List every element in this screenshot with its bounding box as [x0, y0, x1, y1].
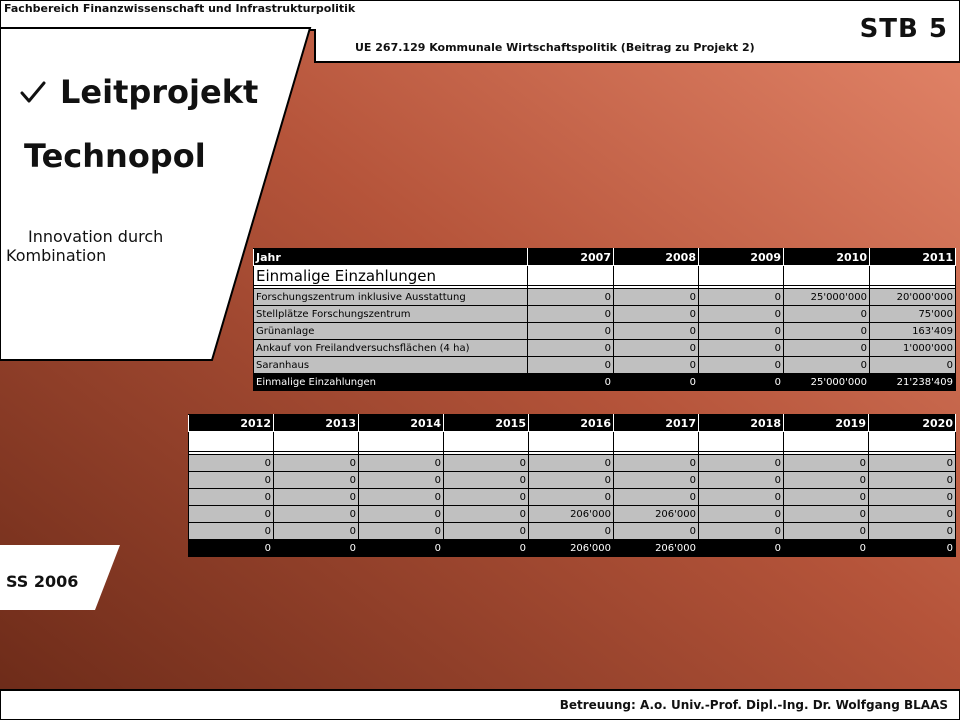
total-cell: 0	[614, 374, 699, 391]
value-cell: 0	[614, 323, 699, 340]
value-cell: 0	[699, 455, 784, 472]
value-cell: 0	[528, 323, 614, 340]
year-header: 2009	[699, 249, 784, 266]
table-row	[254, 306, 956, 323]
value-cell: 206'000	[529, 506, 614, 523]
value-cell: 0	[614, 306, 699, 323]
total-cell: 21'238'409	[870, 374, 956, 391]
value-cell: 0	[274, 523, 359, 540]
value-cell: 0	[274, 455, 359, 472]
value-cell: 0	[274, 506, 359, 523]
row-label: Grünanlage	[254, 323, 528, 340]
table-row	[254, 323, 956, 340]
value-cell: 25'000'000	[784, 289, 870, 306]
value-cell: 1'000'000	[870, 340, 956, 357]
empty-cell	[444, 432, 529, 452]
value-cell: 0	[189, 506, 274, 523]
value-cell: 0	[529, 523, 614, 540]
value-cell: 0	[528, 289, 614, 306]
total-cell: 206'000	[529, 540, 614, 557]
row-label: Ankauf von Freilandversuchsflächen (4 ha)	[254, 340, 528, 357]
value-cell: 163'409	[870, 323, 956, 340]
empty-cell	[699, 432, 784, 452]
value-cell: 0	[359, 489, 444, 506]
tagline-line-2: Kombination	[6, 246, 107, 265]
empty-cell	[274, 432, 359, 452]
empty-cell	[614, 432, 699, 452]
empty-cell	[870, 266, 956, 286]
value-cell: 0	[444, 523, 529, 540]
value-cell: 0	[274, 489, 359, 506]
table-row	[189, 455, 956, 472]
total-cell: 0	[359, 540, 444, 557]
value-cell: 0	[528, 340, 614, 357]
empty-cell	[699, 266, 784, 286]
value-cell: 0	[784, 306, 870, 323]
total-cell: 0	[699, 540, 784, 557]
value-cell: 0	[189, 455, 274, 472]
section-label: Einmalige Einzahlungen	[254, 266, 528, 286]
total-cell: 0	[189, 540, 274, 557]
slide-code: STB 5	[859, 14, 948, 44]
semester-label: SS 2006	[6, 572, 79, 591]
year-header: 2011	[870, 249, 956, 266]
value-cell: 20'000'000	[870, 289, 956, 306]
total-cell: 0	[274, 540, 359, 557]
value-cell: 0	[444, 489, 529, 506]
value-cell: 0	[274, 472, 359, 489]
value-cell: 0	[359, 472, 444, 489]
value-cell: 0	[614, 472, 699, 489]
check-icon	[20, 80, 46, 104]
value-cell: 0	[189, 489, 274, 506]
value-cell: 0	[869, 506, 956, 523]
header-label: Jahr	[254, 249, 528, 266]
total-cell: 206'000	[614, 540, 699, 557]
value-cell: 0	[528, 357, 614, 374]
value-cell: 0	[784, 357, 870, 374]
row-label: Stellplätze Forschungszentrum	[254, 306, 528, 323]
table-row	[189, 472, 956, 489]
value-cell: 0	[869, 455, 956, 472]
value-cell: 0	[784, 472, 869, 489]
year-header: 2008	[614, 249, 699, 266]
total-label: Einmalige Einzahlungen	[254, 374, 528, 391]
value-cell: 206'000	[614, 506, 699, 523]
value-cell: 0	[444, 455, 529, 472]
value-cell: 0	[699, 489, 784, 506]
value-cell: 0	[614, 340, 699, 357]
empty-cell	[784, 266, 870, 286]
empty-cell	[189, 432, 274, 452]
value-cell: 0	[784, 523, 869, 540]
value-cell: 0	[699, 323, 784, 340]
value-cell: 0	[699, 523, 784, 540]
empty-cell	[869, 432, 956, 452]
value-cell: 0	[189, 472, 274, 489]
table-header-row	[189, 415, 956, 432]
course-title: UE 267.129 Kommunale Wirtschaftspolitik (Beitrag zu Projekt 2)	[355, 41, 755, 54]
year-header: 2015	[444, 415, 529, 432]
total-cell: 0	[444, 540, 529, 557]
year-header: 2017	[614, 415, 699, 432]
value-cell: 0	[699, 472, 784, 489]
total-row	[254, 374, 956, 391]
slide-tagline	[6, 227, 163, 265]
slide-title: Leitprojekt	[60, 73, 259, 111]
year-header: 2016	[529, 415, 614, 432]
value-cell: 0	[869, 472, 956, 489]
value-cell: 0	[529, 472, 614, 489]
row-label: Forschungszentrum inklusive Ausstattung	[254, 289, 528, 306]
value-cell: 0	[699, 357, 784, 374]
total-cell: 0	[869, 540, 956, 557]
value-cell: 0	[529, 489, 614, 506]
table-row	[254, 357, 956, 374]
total-cell: 0	[699, 374, 784, 391]
empty-cell	[784, 432, 869, 452]
value-cell: 0	[529, 455, 614, 472]
table-row	[254, 340, 956, 357]
value-cell: 0	[869, 489, 956, 506]
empty-cell	[359, 432, 444, 452]
value-cell: 0	[444, 506, 529, 523]
table-row	[189, 489, 956, 506]
cashflow-table-2007-2011	[253, 248, 956, 391]
value-cell: 0	[614, 489, 699, 506]
table-row	[254, 289, 956, 306]
total-cell: 0	[528, 374, 614, 391]
slide-subtitle-project: Technopol	[24, 137, 206, 175]
year-header: 2019	[784, 415, 869, 432]
value-cell: 0	[870, 357, 956, 374]
year-header: 2007	[528, 249, 614, 266]
value-cell: 0	[359, 523, 444, 540]
section-row	[189, 432, 956, 452]
value-cell: 0	[359, 455, 444, 472]
year-header: 2020	[869, 415, 956, 432]
value-cell: 0	[528, 306, 614, 323]
value-cell: 75'000	[870, 306, 956, 323]
value-cell: 0	[784, 323, 870, 340]
value-cell: 0	[614, 455, 699, 472]
value-cell: 0	[784, 455, 869, 472]
total-row	[189, 540, 956, 557]
year-header: 2012	[189, 415, 274, 432]
year-header: 2010	[784, 249, 870, 266]
value-cell: 0	[359, 506, 444, 523]
value-cell: 0	[699, 340, 784, 357]
table-row	[189, 506, 956, 523]
year-header: 2014	[359, 415, 444, 432]
empty-cell	[529, 432, 614, 452]
empty-cell	[614, 266, 699, 286]
empty-cell	[528, 266, 614, 286]
year-header: 2018	[699, 415, 784, 432]
tagline-line-1: Innovation durch	[28, 227, 164, 246]
row-label: Saranhaus	[254, 357, 528, 374]
value-cell: 0	[614, 357, 699, 374]
value-cell: 0	[784, 506, 869, 523]
year-header: 2013	[274, 415, 359, 432]
value-cell: 0	[784, 340, 870, 357]
value-cell: 0	[869, 523, 956, 540]
value-cell: 0	[699, 306, 784, 323]
value-cell: 0	[614, 523, 699, 540]
total-cell: 0	[784, 540, 869, 557]
table-row	[189, 523, 956, 540]
section-row	[254, 266, 956, 286]
table-header-row	[254, 249, 956, 266]
value-cell: 0	[444, 472, 529, 489]
supervisor-footer: Betreuung: A.o. Univ.-Prof. Dipl.-Ing. Dr. Wolfgang BLAAS	[559, 698, 948, 712]
value-cell: 0	[699, 506, 784, 523]
value-cell: 0	[699, 289, 784, 306]
department-name: Fachbereich Finanzwissenschaft und Infrastrukturpolitik	[4, 2, 356, 15]
value-cell: 0	[784, 489, 869, 506]
total-cell: 25'000'000	[784, 374, 870, 391]
value-cell: 0	[189, 523, 274, 540]
value-cell: 0	[614, 289, 699, 306]
cashflow-table-2012-2020	[188, 414, 956, 557]
